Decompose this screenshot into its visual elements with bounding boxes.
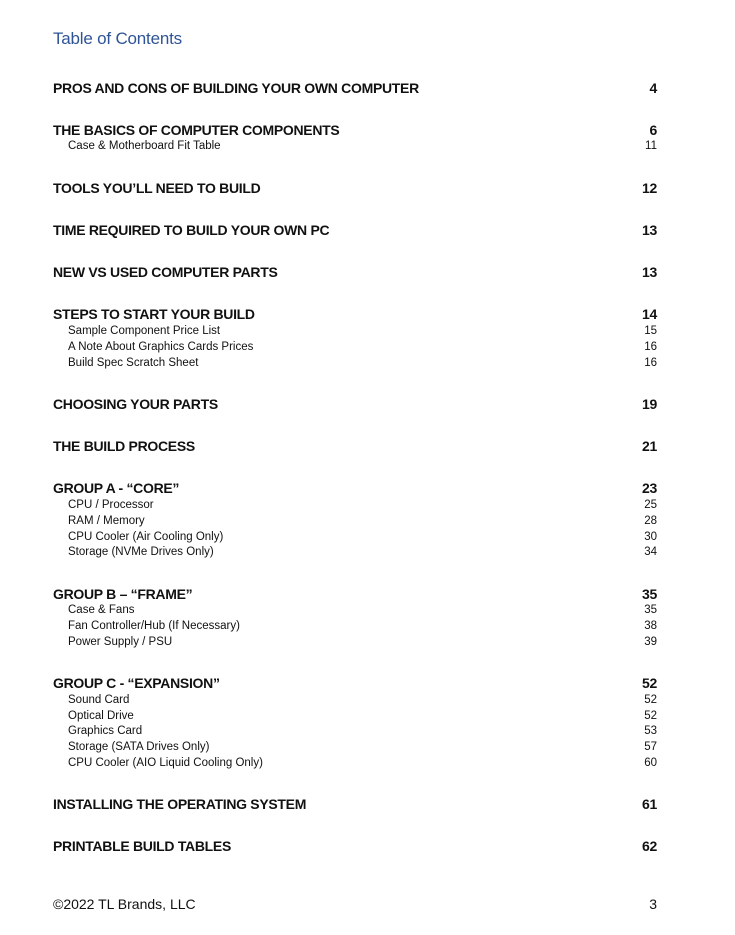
toc-entry[interactable] (53, 222, 657, 238)
toc-entry-label: A Note About Graphics Cards Prices (68, 341, 254, 353)
toc-entry-page: 16 (644, 357, 657, 369)
toc-entry-page: 57 (644, 741, 657, 753)
toc-entry-label: GROUP A - “CORE” (53, 480, 180, 496)
toc-subentry[interactable] (53, 604, 657, 616)
toc-entry-label: STEPS TO START YOUR BUILD (53, 306, 255, 322)
footer-page-number: 3 (649, 896, 657, 912)
toc-entry[interactable] (53, 264, 657, 280)
toc-entry-page: 28 (644, 515, 657, 527)
toc-entry-label: Build Spec Scratch Sheet (68, 357, 199, 369)
toc-entry-label: INSTALLING THE OPERATING SYSTEM (53, 796, 307, 812)
toc-entry[interactable] (53, 675, 657, 691)
toc-entry[interactable] (53, 122, 657, 138)
toc-subentry[interactable] (53, 636, 657, 648)
toc-entry[interactable] (53, 796, 657, 812)
toc-entry-label: THE BUILD PROCESS (53, 438, 195, 454)
toc-subentry[interactable] (53, 357, 657, 369)
toc-entry-page: 11 (645, 140, 657, 152)
toc-entry[interactable] (53, 396, 657, 412)
toc-entry-page: 14 (642, 306, 657, 322)
toc-subentry[interactable] (53, 741, 657, 753)
toc-entry-label: GROUP B – “FRAME” (53, 586, 193, 602)
toc-subentry[interactable] (53, 515, 657, 527)
toc-entry-label: Fan Controller/Hub (If Necessary) (68, 620, 240, 632)
toc-entry-page: 38 (644, 620, 657, 632)
toc-subentry[interactable] (53, 725, 657, 737)
toc-entry[interactable] (53, 180, 657, 196)
toc-entry-page: 62 (642, 838, 657, 854)
toc-entry-page: 52 (644, 710, 657, 722)
toc-entry-label: Power Supply / PSU (68, 636, 173, 648)
toc-entry[interactable] (53, 438, 657, 454)
toc-entry-label: CHOOSING YOUR PARTS (53, 396, 218, 412)
toc-entry-label: TIME REQUIRED TO BUILD YOUR OWN PC (53, 222, 330, 238)
toc-entry-page: 61 (642, 796, 657, 812)
toc-entry[interactable] (53, 586, 657, 602)
toc-entry-page: 6 (649, 122, 657, 138)
toc-entry-label: CPU Cooler (AIO Liquid Cooling Only) (68, 757, 263, 769)
toc-subentry[interactable] (53, 531, 657, 543)
toc-entry-label: Sample Component Price List (68, 325, 221, 337)
toc-entry[interactable] (53, 480, 657, 496)
toc-entry-label: PROS AND CONS OF BUILDING YOUR OWN COMPUTER (53, 80, 419, 96)
toc-entry-page: 30 (644, 531, 657, 543)
toc-entry-label: Sound Card (68, 694, 130, 706)
toc-entry-page: 60 (644, 757, 657, 769)
toc-entry-label: CPU / Processor (68, 499, 154, 511)
toc-subentry[interactable] (53, 499, 657, 511)
toc-entry-page: 21 (642, 438, 657, 454)
toc-title: Table of Contents (53, 29, 182, 48)
toc-entry-page: 15 (644, 325, 657, 337)
toc-entry-label: Storage (SATA Drives Only) (68, 741, 210, 753)
toc-entry-page: 35 (642, 586, 657, 602)
toc-entry-page: 12 (642, 180, 657, 196)
toc-entry-page: 52 (642, 675, 657, 691)
toc-entry-page: 13 (642, 222, 657, 238)
toc-subentry[interactable] (53, 325, 657, 337)
toc-entry-page: 35 (644, 604, 657, 616)
toc-entry-label: PRINTABLE BUILD TABLES (53, 838, 231, 854)
toc-entry-label: NEW VS USED COMPUTER PARTS (53, 264, 278, 280)
toc-entry-label: Case & Fans (68, 604, 135, 616)
footer-copyright: ©2022 TL Brands, LLC (53, 896, 196, 912)
toc-subentry[interactable] (53, 694, 657, 706)
toc-entry-page: 25 (644, 499, 657, 511)
toc-entry-label: TOOLS YOU’LL NEED TO BUILD (53, 180, 261, 196)
toc-entry-page: 16 (644, 341, 657, 353)
toc-subentry[interactable] (53, 757, 657, 769)
toc-entry[interactable] (53, 306, 657, 322)
toc-subentry[interactable] (53, 620, 657, 632)
toc-entry-label: Case & Motherboard Fit Table (68, 140, 221, 152)
toc-entry-page: 53 (644, 725, 657, 737)
toc-entry[interactable] (53, 80, 657, 96)
toc-entry-page: 19 (642, 396, 657, 412)
toc-entry-label: GROUP C - “EXPANSION” (53, 675, 220, 691)
toc-entry-page: 13 (642, 264, 657, 280)
toc-entries (53, 0, 657, 935)
toc-subentry[interactable] (53, 341, 657, 353)
toc-entry-label: Storage (NVMe Drives Only) (68, 546, 214, 558)
toc-subentry[interactable] (53, 140, 657, 152)
page-footer (53, 896, 657, 912)
toc-subentry[interactable] (53, 710, 657, 722)
toc-entry-page: 52 (644, 694, 657, 706)
toc-subentry[interactable] (53, 546, 657, 558)
toc-entry-label: RAM / Memory (68, 515, 145, 527)
toc-entry-page: 4 (649, 80, 657, 96)
toc-entry[interactable] (53, 838, 657, 854)
toc-entry-label: Graphics Card (68, 725, 143, 737)
toc-entry-page: 23 (642, 480, 657, 496)
toc-entry-page: 34 (644, 546, 657, 558)
toc-entry-label: CPU Cooler (Air Cooling Only) (68, 531, 224, 543)
toc-entry-label: THE BASICS OF COMPUTER COMPONENTS (53, 122, 340, 138)
toc-entry-page: 39 (644, 636, 657, 648)
toc-entry-label: Optical Drive (68, 710, 134, 722)
